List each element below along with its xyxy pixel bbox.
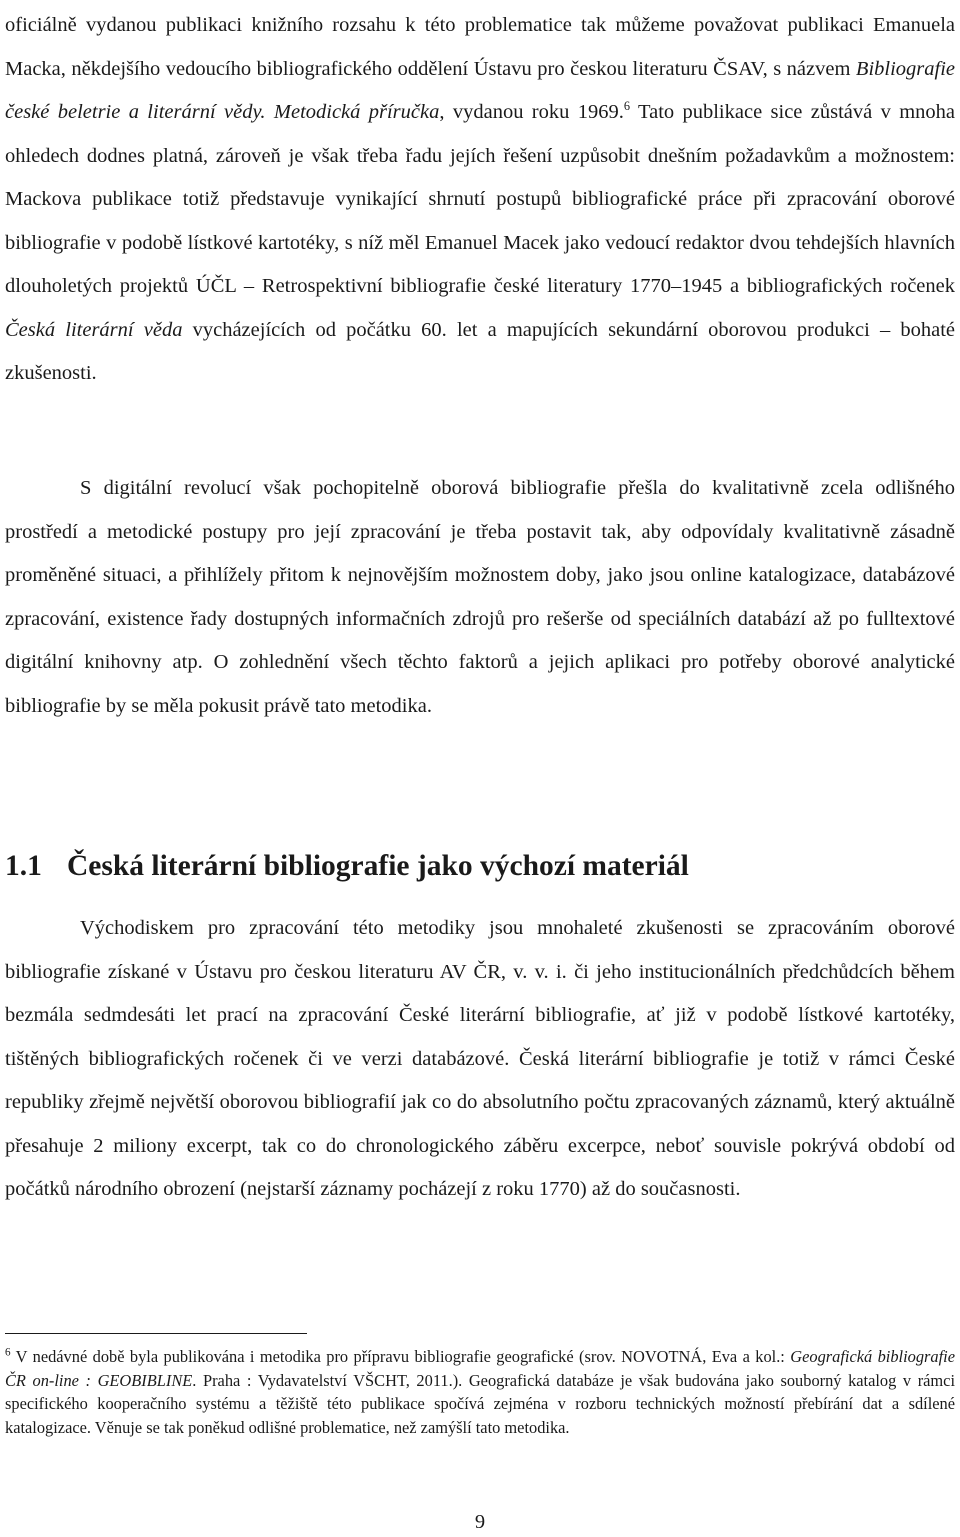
paragraph-1-text-a: oficiálně vydanou publikaci knižního rozsahu k této problematice tak můžeme považovat publikaci Emanuela Macka, někdejšího vedoucího bibliografického oddělení Ústavu pro českou literaturu ČSAV, s názvem [5, 14, 955, 80]
paragraph-1-text-c: Tato publikace sice zůstává v mnoha ohledech dodnes platná, zároveň je však třeba řadu jejích řešení uzpůsobit dnešním požadavkům a možnostem: Mackova publikace totiž představuje vynikající shrnutí postupů bibliografické práce při zpracování oborové bibliografie v podobě lístkové kartotéky, s níž měl Emanuel Macek jako vedoucí redaktor dvou tehdejších hlavních dlouholetých projektů ÚČL – Retrospektivní bibliografie české literatury 1770–1945 a bibliografických ročenek [5, 101, 955, 297]
section-title: Česká literární bibliografie jako výchozí materiál [67, 850, 689, 882]
footnote-cited-title: Geografická bibliografie ČR on-line : GEOBIBLINE [5, 1347, 955, 1390]
paragraph-1-text-b: , vydanou roku 1969. [439, 101, 624, 123]
section-number: 1.1 [5, 850, 42, 882]
footnote [5, 1345, 955, 1439]
footnote-marker: 6 [5, 1346, 11, 1359]
footnote-separator [5, 1333, 307, 1334]
footnote-text-b: . Praha : Vydavatelství VŠCHT, 2011.). Geografická databáze je však budována jako souborný katalog v rámci specifického kooperačního systému a těžiště této publikace spočívá zejména v rozboru technických možností přebírání dat a sdílené katalogizace. Věnuje se tak poněkud odlišné problematice, než zamýšlí tato metodika. [5, 1370, 955, 1437]
paragraph-2: S digitální revolucí však pochopitelně oborová bibliografie přešla do kvalitativně zcela odlišného prostředí a metodické postupy pro její zpracování je třeba postavit tak, aby odpovídaly kvalitativně zásadně proměněné situaci, a přihlížely přitom k nejnovějším možnostem doby, jako jsou online katalogizace, databázové zpracování, existence řady dostupných informačních zdrojů pro rešerše od speciálních databází až po fulltextové digitální knihovny atp. O zohlednění všech těchto faktorů a jejich aplikaci pro potřeby oborové analytické bibliografie by se měla pokusit právě tato metodika. [5, 477, 955, 717]
footnote-text-a: V nedávné době byla publikována i metodika pro přípravu bibliografie geografické (srov. NOVOTNÁ, Eva a kol.: [10, 1347, 791, 1366]
section-heading [5, 836, 955, 896]
yearbook-title: Česká literární věda [5, 318, 183, 341]
footnote-reference[interactable]: 6 [623, 99, 631, 114]
paragraph-1 [5, 4, 955, 396]
paragraph-1-text-d: vycházejících od počátku 60. let a mapujících sekundární oborovou produkci – bohaté zkušenosti. [5, 318, 955, 384]
book-title-macek: Bibliografie české beletrie a literární vědy. Metodická příručka [5, 57, 955, 123]
paragraph-3: Východiskem pro zpracování této metodiky jsou mnohaleté zkušenosti se zpracováním oborové bibliografie získané v Ústavu pro českou literaturu AV ČR, v. v. i. či jeho institucionálních předchůdcích během bezmála sedmdesáti let prací na zpracování České literární bibliografie, ať již v podobě lístkové kartotéky, tištěných bibliografických ročenek či ve verzi databázové. Česká literární bibliografie je totiž v rámci České republiky zřejmě největší oborovou bibliografií jak co do absolutního počtu zpracovaných záznamů, který aktuálně přesahuje 2 miliony excerpt, tak co do chronologického záběru excerpce, neboť souvisle pokrývá období od počátků národního obrození (nejstarší záznamy pocházejí z roku 1770) až do současnosti. [5, 917, 955, 1200]
page-number: 9 [474, 1511, 486, 1533]
